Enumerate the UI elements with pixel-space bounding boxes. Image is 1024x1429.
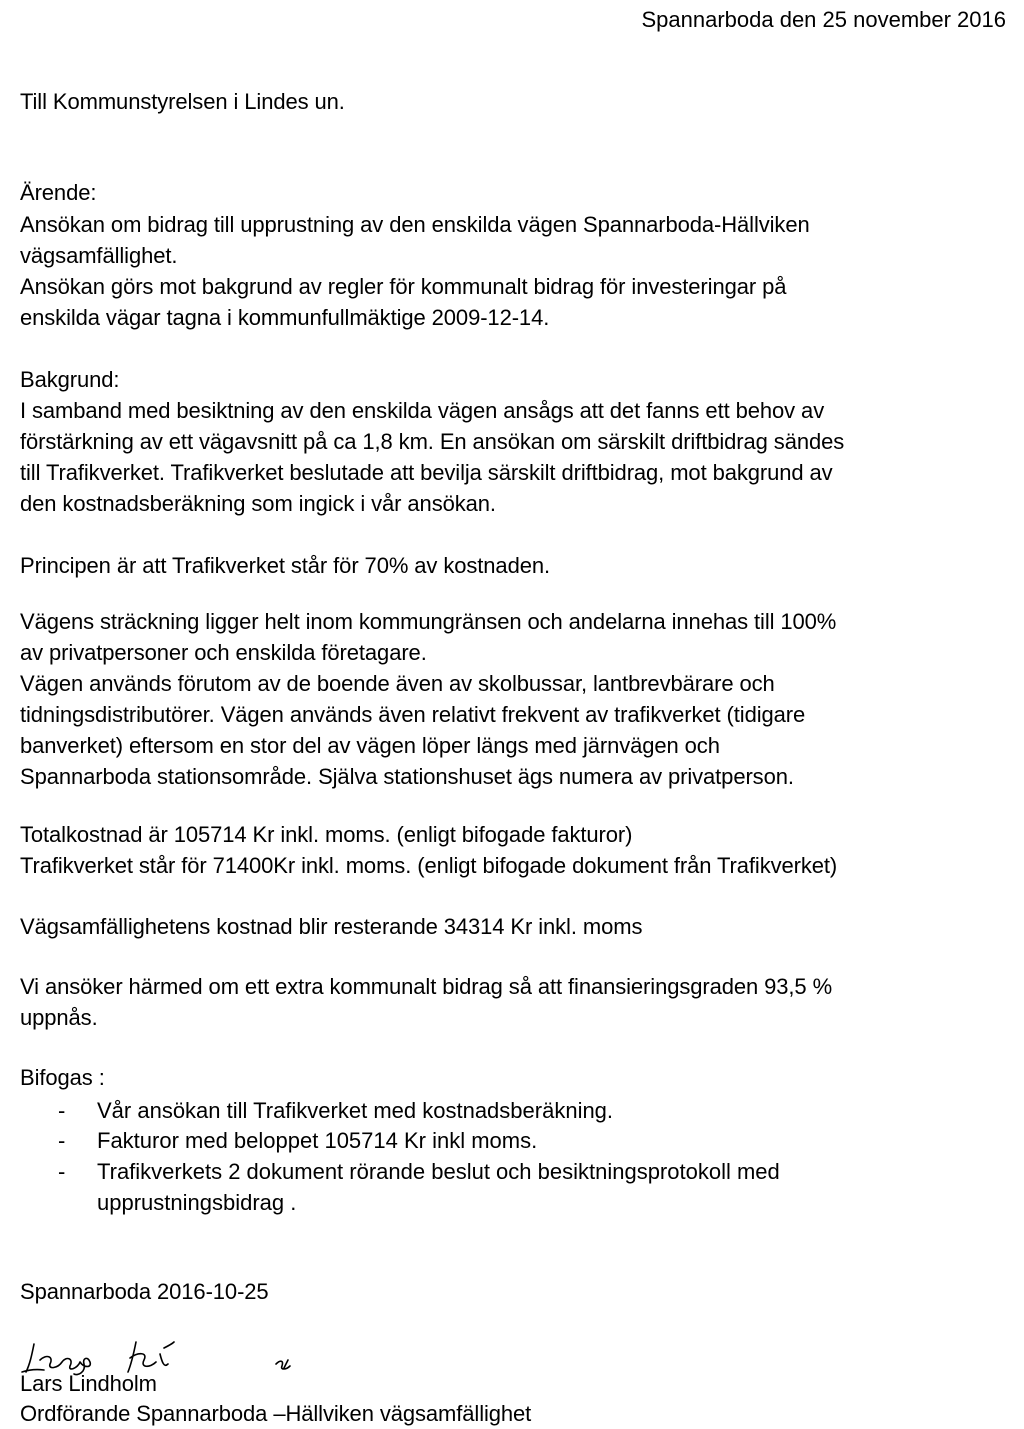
list-bullet: -	[58, 1128, 66, 1153]
vagens-line: Vägen används förutom av de boende även av skolbussar, lantbrevbärare och	[20, 671, 775, 696]
vagens-line: tidningsdistributörer. Vägen används även relativt frekvent av trafikverket (tidigare	[20, 702, 806, 727]
vagens-line: Vägens sträckning ligger helt inom kommungränsen och andelarna innehas till 100%	[20, 609, 837, 634]
ansokan-line: uppnås.	[20, 1005, 98, 1030]
arende-line: Ansökan görs mot bakgrund av regler för kommunalt bidrag för investeringar på	[20, 274, 787, 299]
resterande-cost-line: Vägsamfällighetens kostnad blir resterande 34314 Kr inkl. moms	[20, 914, 643, 939]
bifogas-item: Vår ansökan till Trafikverket med kostnadsberäkning.	[97, 1098, 614, 1123]
arende-line: vägsamfällighet.	[20, 243, 178, 268]
bifogas-heading: Bifogas :	[20, 1065, 105, 1090]
vagens-line: av privatpersoner och enskilda företagare.	[20, 640, 427, 665]
arende-heading: Ärende:	[20, 180, 97, 205]
bifogas-item-continuation: upprustningsbidrag .	[97, 1190, 297, 1215]
signatory-title: Ordförande Spannarboda –Hällviken vägsamfällighet	[20, 1401, 532, 1426]
list-bullet: -	[58, 1159, 66, 1184]
trafikverket-cost-line: Trafikverket står för 71400Kr inkl. moms. (enligt bifogade dokument från Trafikverket)	[20, 853, 838, 878]
bakgrund-line: I samband med besiktning av den enskilda vägen ansågs att det fanns ett behov av	[20, 398, 825, 423]
bifogas-item: Trafikverkets 2 dokument rörande beslut och besiktningsprotokoll med	[97, 1159, 780, 1184]
bakgrund-line: till Trafikverket. Trafikverket beslutade att bevilja särskilt driftbidrag, mot bakgrund av	[20, 460, 833, 485]
principen-line: Principen är att Trafikverket står för 70% av kostnaden.	[20, 553, 550, 578]
vagens-line: Spannarboda stationsområde. Själva stationshuset ägs numera av privatperson.	[20, 764, 794, 789]
header-place-date: Spannarboda den 25 november 2016	[641, 7, 1006, 32]
bifogas-item: Fakturor med beloppet 105714 Kr inkl moms.	[97, 1128, 538, 1153]
recipient-line: Till Kommunstyrelsen i Lindes un.	[20, 89, 345, 114]
list-bullet: -	[58, 1098, 66, 1123]
arende-line: Ansökan om bidrag till upprustning av den enskilda vägen Spannarboda-Hällviken	[20, 212, 810, 237]
closing-place-date: Spannarboda 2016-10-25	[20, 1279, 269, 1304]
bakgrund-heading: Bakgrund:	[20, 367, 120, 392]
ansokan-line: Vi ansöker härmed om ett extra kommunalt bidrag så att finansieringsgraden 93,5 %	[20, 974, 833, 999]
bakgrund-line: förstärkning av ett vägavsnitt på ca 1,8 km. En ansökan om särskilt driftbidrag sändes	[20, 429, 845, 454]
signatory-name: Lars Lindholm	[20, 1371, 157, 1396]
totalkostnad-line: Totalkostnad är 105714 Kr inkl. moms. (enligt bifogade fakturor)	[20, 822, 633, 847]
vagens-line: banverket) eftersom en stor del av vägen löper längs med järnvägen och	[20, 733, 720, 758]
bakgrund-line: den kostnadsberäkning som ingick i vår ansökan.	[20, 491, 496, 516]
arende-line: enskilda vägar tagna i kommunfullmäktige 2009-12-14.	[20, 305, 550, 330]
